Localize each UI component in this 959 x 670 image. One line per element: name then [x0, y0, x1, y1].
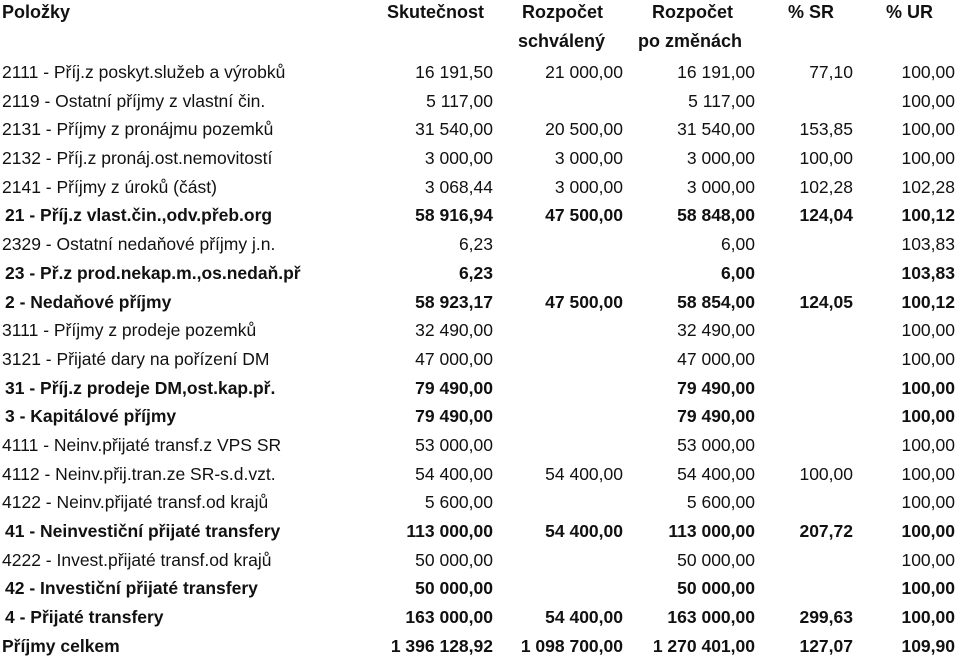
cell-pct-sr: 153,85: [799, 119, 853, 140]
row-label: 2111 - Příj.z poskyt.služeb a výrobků: [2, 62, 286, 82]
cell-budget-revised: 79 490,00: [677, 377, 755, 398]
row-label: 21 - Příj.z vlast.čin.,odv.přeb.org: [5, 205, 273, 226]
cell-pct-sr: 299,63: [799, 607, 853, 628]
cell-budget-revised: 3 000,00: [686, 148, 755, 169]
cell-pct-ur: 100,00: [901, 406, 955, 427]
cell-actual: 16 191,50: [415, 62, 493, 82]
table-row: [0, 460, 959, 489]
cell-pct-sr: 102,28: [799, 176, 853, 197]
table-row: [0, 173, 959, 202]
table-row: [0, 546, 959, 575]
cell-budget-revised: 6,00: [720, 234, 755, 255]
header-budget-revised-line2: po změnách: [638, 31, 743, 51]
table-row: [0, 345, 959, 374]
table-row: [0, 402, 959, 431]
cell-pct-ur: 100,00: [901, 549, 955, 570]
cell-budget-revised: 1 270 401,00: [652, 635, 755, 656]
row-label: 3121 - Přijaté dary na pořízení DM: [2, 348, 270, 369]
cell-pct-ur: 100,00: [901, 119, 955, 140]
cell-budget-approved: 47 500,00: [545, 205, 623, 226]
row-label: 23 - Př.z prod.nekap.m.,os.nedaň.př: [5, 262, 301, 283]
cell-budget-revised: 58 848,00: [677, 205, 755, 226]
cell-budget-revised: 5 600,00: [686, 492, 755, 513]
cell-actual: 5 600,00: [424, 492, 493, 513]
table-row: [0, 87, 959, 116]
header-actual: Skutečnost: [387, 2, 485, 22]
cell-budget-revised: 16 191,00: [677, 62, 755, 82]
cell-pct-ur: 100,00: [901, 463, 955, 484]
row-label: Příjmy celkem: [2, 635, 120, 656]
cell-budget-revised: 54 400,00: [677, 463, 755, 484]
cell-budget-revised: 79 490,00: [677, 406, 755, 427]
row-label: 2132 - Příj.z pronáj.ost.nemovitostí: [2, 148, 273, 169]
cell-pct-sr: 207,72: [799, 521, 853, 541]
cell-budget-revised: 5 117,00: [688, 90, 755, 111]
cell-budget-revised: 31 540,00: [677, 119, 755, 140]
cell-pct-ur: 100,00: [901, 320, 955, 341]
cell-pct-sr: 127,07: [799, 635, 853, 656]
row-label: 41 - Neinvestiční přijaté transfery: [5, 521, 281, 541]
cell-actual: 47 000,00: [415, 348, 493, 369]
cell-actual: 113 000,00: [406, 521, 493, 541]
row-label: 4 - Přijaté transfery: [5, 607, 164, 628]
table-row: [0, 58, 959, 87]
cell-pct-ur: 103,83: [901, 234, 955, 255]
cell-pct-ur: 100,00: [901, 607, 955, 628]
row-label: 3 - Kapitálové příjmy: [5, 406, 177, 427]
cell-actual: 31 540,00: [415, 119, 493, 140]
cell-pct-ur: 100,12: [901, 205, 955, 226]
row-label: 4222 - Invest.přijaté transf.od krajů: [2, 549, 272, 570]
cell-budget-revised: 3 000,00: [686, 176, 755, 197]
cell-actual: 6,23: [458, 234, 493, 255]
header-budget-revised-line1: Rozpočet: [652, 2, 733, 22]
table-row: [0, 603, 959, 632]
header-pct-ur: % UR: [886, 2, 934, 22]
cell-actual: 79 490,00: [415, 406, 493, 427]
header-budget-approved-line2: schválený: [518, 31, 606, 51]
cell-budget-approved: 20 500,00: [545, 119, 623, 140]
table-row: [0, 632, 959, 661]
table-row: [0, 431, 959, 460]
row-label: 42 - Investiční přijaté transfery: [5, 578, 258, 599]
cell-actual: 163 000,00: [405, 607, 493, 628]
cell-actual: 50 000,00: [415, 578, 493, 599]
header-pct-sr: % SR: [788, 2, 835, 22]
cell-budget-approved: 54 400,00: [545, 521, 623, 541]
cell-budget-revised: 50 000,00: [677, 549, 755, 570]
cell-budget-revised: 50 000,00: [677, 578, 755, 599]
cell-pct-sr: 77,10: [809, 62, 853, 82]
cell-pct-ur: 100,00: [901, 377, 955, 398]
cell-pct-ur: 102,28: [901, 176, 955, 197]
table-row: [0, 230, 959, 259]
cell-budget-approved: 3 000,00: [554, 148, 623, 169]
cell-budget-revised: 163 000,00: [667, 607, 755, 628]
cell-actual: 53 000,00: [415, 434, 493, 455]
cell-actual: 1 396 128,92: [390, 635, 493, 656]
cell-budget-approved: 47 500,00: [545, 291, 623, 312]
cell-actual: 50 000,00: [415, 549, 493, 570]
cell-pct-sr: 124,05: [799, 291, 853, 312]
cell-actual: 79 490,00: [415, 377, 493, 398]
cell-pct-sr: 100,00: [799, 463, 853, 484]
cell-pct-sr: 124,04: [799, 205, 853, 226]
table-header: [0, 0, 959, 58]
cell-pct-ur: 100,00: [901, 492, 955, 513]
cell-actual: 58 923,17: [415, 291, 493, 312]
cell-budget-revised: 58 854,00: [677, 291, 755, 312]
cell-budget-revised: 32 490,00: [677, 320, 755, 341]
cell-pct-ur: 100,00: [901, 434, 955, 455]
cell-actual: 3 068,44: [424, 176, 493, 197]
cell-budget-approved: 3 000,00: [554, 176, 623, 197]
cell-actual: 54 400,00: [415, 463, 493, 484]
cell-budget-approved: 54 400,00: [545, 607, 623, 628]
row-label: 2131 - Příjmy z pronájmu pozemků: [2, 119, 274, 140]
cell-budget-revised: 6,00: [720, 262, 755, 283]
table-body: [0, 58, 959, 660]
cell-pct-ur: 100,00: [901, 521, 955, 541]
cell-budget-revised: 47 000,00: [677, 348, 755, 369]
cell-actual: 6,23: [458, 262, 493, 283]
cell-pct-ur: 100,00: [901, 62, 955, 82]
row-label: 2 - Nedaňové příjmy: [5, 291, 172, 312]
cell-pct-ur: 100,00: [901, 90, 955, 111]
table-row: [0, 517, 959, 546]
row-label: 2119 - Ostatní příjmy z vlastní čin.: [2, 90, 266, 111]
table-row: [0, 201, 959, 230]
cell-budget-revised: 53 000,00: [677, 434, 755, 455]
cell-budget-approved: 54 400,00: [545, 463, 623, 484]
table-row: [0, 374, 959, 403]
cell-pct-ur: 100,12: [901, 291, 955, 312]
cell-budget-approved: 21 000,00: [545, 62, 623, 82]
row-label: 2141 - Příjmy z úroků (část): [2, 176, 217, 197]
table-row: [0, 259, 959, 288]
cell-actual: 32 490,00: [415, 320, 493, 341]
table-row: [0, 574, 959, 603]
cell-pct-sr: 100,00: [799, 148, 853, 169]
cell-pct-ur: 100,00: [901, 348, 955, 369]
cell-actual: 5 117,00: [426, 90, 493, 111]
cell-budget-approved: 1 098 700,00: [520, 635, 623, 656]
row-label: 4111 - Neinv.přijaté transf.z VPS SR: [2, 434, 282, 455]
table-row: [0, 316, 959, 345]
header-budget-approved-line1: Rozpočet: [522, 2, 603, 22]
row-label: 4112 - Neinv.přij.tran.ze SR-s.d.vzt.: [2, 463, 276, 484]
cell-pct-ur: 109,90: [901, 635, 955, 656]
row-label: 31 - Příj.z prodeje DM,ost.kap.př.: [5, 377, 276, 398]
cell-pct-ur: 100,00: [901, 578, 955, 599]
cell-budget-revised: 113 000,00: [668, 521, 755, 541]
row-label: 2329 - Ostatní nedaňové příjmy j.n.: [2, 234, 276, 255]
table-row: [0, 488, 959, 517]
row-label: 3111 - Příjmy z prodeje pozemků: [2, 320, 257, 341]
cell-actual: 58 916,94: [415, 205, 493, 226]
cell-actual: 3 000,00: [424, 148, 493, 169]
cell-pct-ur: 103,83: [901, 262, 955, 283]
table-row: [0, 115, 959, 144]
table-row: [0, 288, 959, 317]
row-label: 4122 - Neinv.přijaté transf.od krajů: [2, 492, 269, 513]
table-row: [0, 144, 959, 173]
header-item: Položky: [2, 2, 71, 22]
cell-pct-ur: 100,00: [901, 148, 955, 169]
